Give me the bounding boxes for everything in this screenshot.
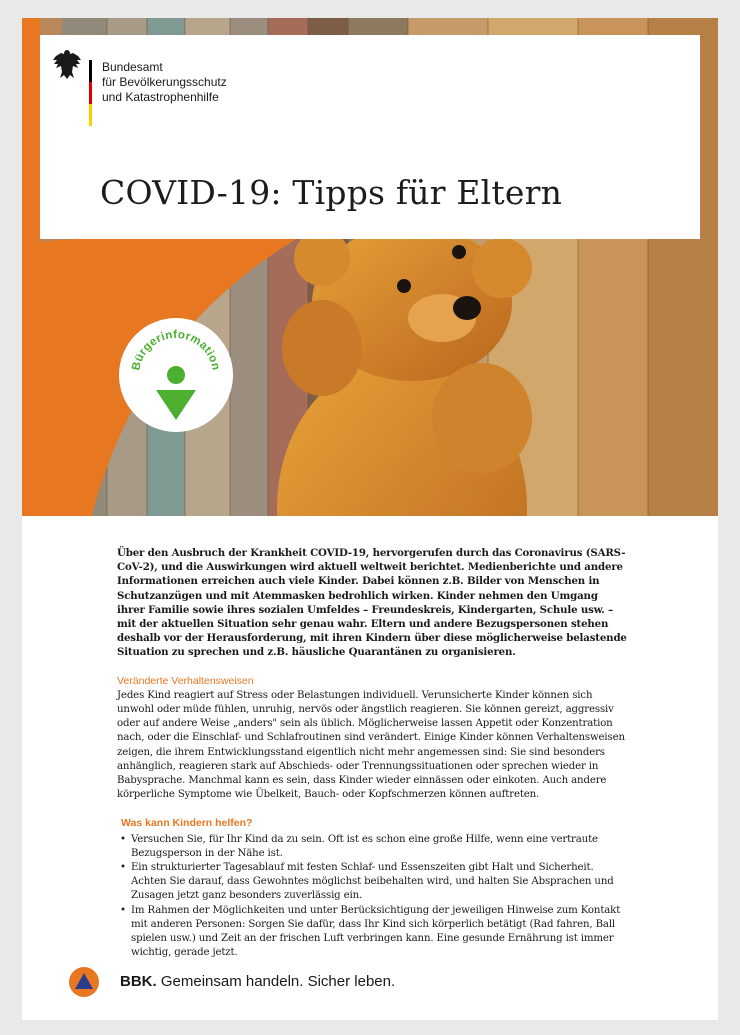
hero-section [22, 18, 718, 516]
federal-eagle-icon [52, 48, 82, 82]
list-item: • Im Rahmen der Möglichkeiten und unter Berücksichtigung der jeweiligen Hinweise zum Kontakt mit anderen Personen: Sorgen Sie dafür, dass Ihr Kind sich körperlich betätigt (Rad fahren, Ball spielen usw.) und Zeit an der frischen Luft verbringen kann. Eine gesunde Ernährung ist immer wichtig, gerade jetzt. [117, 904, 627, 961]
teddy-bear [277, 225, 532, 516]
main-content [117, 546, 627, 960]
german-flag-bar [89, 60, 92, 126]
info-triangle-icon [156, 390, 196, 420]
org-line-2: für Bevölkerungsschutz [102, 75, 227, 89]
intro-paragraph: Über den Ausbruch der Krankheit COVID-19, hervorgerufen durch das Coronavirus (SARS-CoV-2), und die Auswirkungen wird aktuell weltweit berichtet. Medienberichte und andere Informationen erreichen auch viele Kinder. Dabei können z.B. Bilder von Menschen in Schutzanzügen und mit Atemmasken bedrohlich wirken. Kinder nehmen den Umgang ihrer Familie sowie ihres sozialen Umfeldes – Freundeskreis, Kindergarten, Schule usw. – mit der aktuellen Situation sehr genau wahr. Eltern und andere Bezugspersonen stehen deshalb vor der Herausforderung, mit ihren Kindern über diese möglicherweise belastende Situation zu sprechen und z.B. häusliche Quarantänen zu organisieren. [117, 547, 627, 659]
footer [68, 966, 468, 1000]
badge-label: Bürgerinformation [130, 328, 222, 372]
section-heading-help: Was kann Kindern helfen? [121, 817, 253, 830]
section-heading-behaviour: Veränderte Verhaltensweisen [117, 674, 254, 687]
bbk-emblem-icon [68, 966, 100, 998]
page-title: COVID-19: Tipps für Eltern [100, 173, 563, 212]
section-text-behaviour: Jedes Kind reagiert auf Stress oder Belastungen individuell. Verunsicherte Kinder können sich unwohl oder müde fühlen, unruhig, nervös oder ängstlich reagieren. Sie können gereizt, aggressiv oder auf andere Weise „anders" sein als üblich. Möglicherweise lassen Appetit oder Konzentration nach, oder die Einschlaf- und Schlafroutinen sind verändert. Einige Kinder können Verhaltensweisen zeigen, die ihrem Entwicklungsstand eigentlich nicht mehr angemessen sind: Sie sind besonders anhänglich, reagieren stark auf Abschieds- oder Trennungssituationen oder sprechen wieder in Babysprache. Manchmal kann es sein, dass Kinder wieder einnässen oder einkoten. Auch andere körperliche Symptome wie Übelkeit, Bauch- oder Kopfschmerzen können auftreten. [117, 689, 625, 801]
list-item: • Versuchen Sie, für Ihr Kind da zu sein. Oft ist es schon eine große Hilfe, wenn eine vertraute Bezugsperson in der Nähe ist. [117, 833, 627, 861]
svg-text:Bürgerinformation [130, 329, 222, 372]
bbk-logo [52, 48, 252, 138]
flyer-page [22, 18, 718, 1020]
person-head-icon [167, 366, 185, 384]
buergerinformation-badge [119, 318, 233, 432]
footer-slogan [120, 973, 395, 990]
org-line-1: Bundesamt [102, 60, 163, 74]
help-list [117, 833, 627, 961]
organization-name [102, 60, 227, 105]
list-item: • Ein strukturierter Tagesablauf mit festen Schlaf- und Essenszeiten gibt Halt und Sicherheit. Achten Sie darauf, dass Gewohntes möglichst beibehalten wird, und halten Sie Absprachen und Zusagen jetzt ganz besonders zuverlässig ein. [117, 861, 627, 904]
footer-slogan-text: Gemeinsam handeln. Sicher leben. [160, 973, 396, 990]
org-line-3: und Katastrophenhilfe [102, 90, 219, 104]
footer-brand: BBK. [120, 973, 157, 990]
